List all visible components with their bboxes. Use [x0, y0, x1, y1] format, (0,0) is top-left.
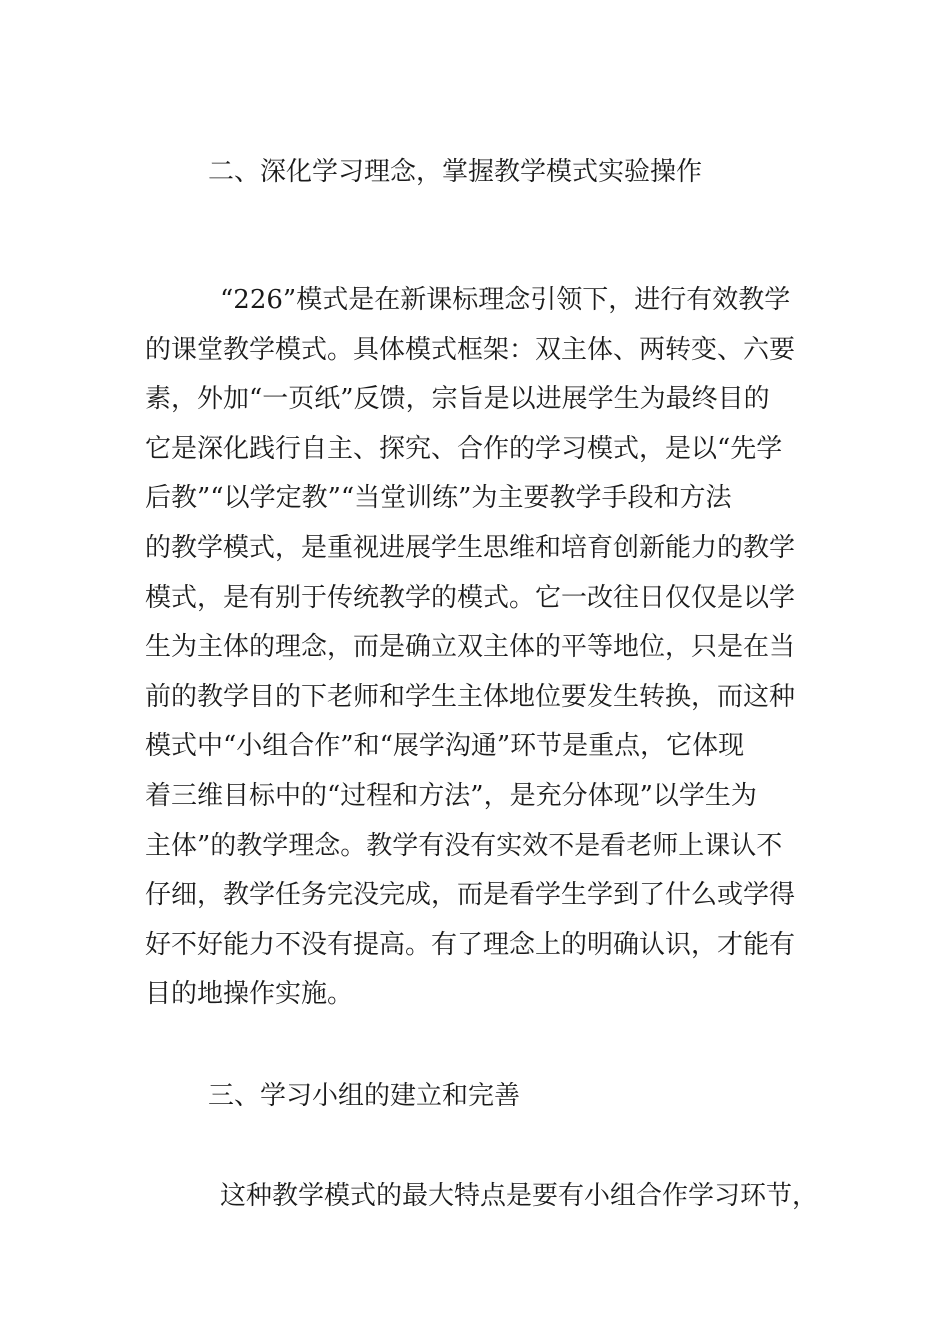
paragraph-line: 好不好能力不没有提高。有了理念上的明确认识，才能有: [145, 929, 796, 960]
paragraph-2: [145, 1172, 819, 1222]
paragraph-line: 它是深化践行自主、探究、合作的学习模式，是以“先学: [145, 433, 783, 464]
section-heading-2: 二、深化学习理念，掌握教学模式实验操作: [208, 157, 703, 187]
paragraph-line: “226”模式是在新课标理念引领下，进行有效教学: [220, 285, 791, 315]
paragraph-line: 着三维目标中的“过程和方法”，是充分体现”以学生为: [145, 780, 757, 811]
paragraph-line: 前的教学目的下老师和学生主体地位要发生转换，而这种: [145, 681, 796, 712]
paragraph-line: 素，外加“一页纸”反馈，宗旨是以进展学生为最终目的: [145, 384, 770, 415]
paragraph-line: 仔细，教学任务完没完成，而是看学生学到了什么或学得: [145, 880, 796, 911]
paragraph-line: 的课堂教学模式。具体模式框架：双主体、两转变、六要: [145, 334, 796, 365]
paragraph-line: 模式中“小组合作”和“展学沟通”环节是重点，它体现: [145, 731, 745, 762]
paragraph-line: 模式，是有别于传统教学的模式。它一改往日仅仅是以学: [145, 582, 796, 613]
paragraph-line: 生为主体的理念，而是确立双主体的平等地位，只是在当: [145, 632, 796, 663]
paragraph-line: 主体”的教学理念。教学有没有实效不是看老师上课认不: [145, 830, 783, 861]
paragraph-line: 的教学模式，是重视进展学生思维和培育创新能力的教学: [145, 532, 796, 563]
paragraph-line: 目的地操作实施。: [145, 979, 354, 1010]
section-heading-3: 三、学习小组的建立和完善: [208, 1081, 521, 1111]
paragraph-line: 后教”“以学定教”“当堂训练”为主要教学手段和方法: [145, 483, 732, 514]
paragraph-1: [145, 276, 810, 1020]
paragraph-line: 这种教学模式的最大特点是要有小组合作学习环节，: [220, 1181, 819, 1211]
